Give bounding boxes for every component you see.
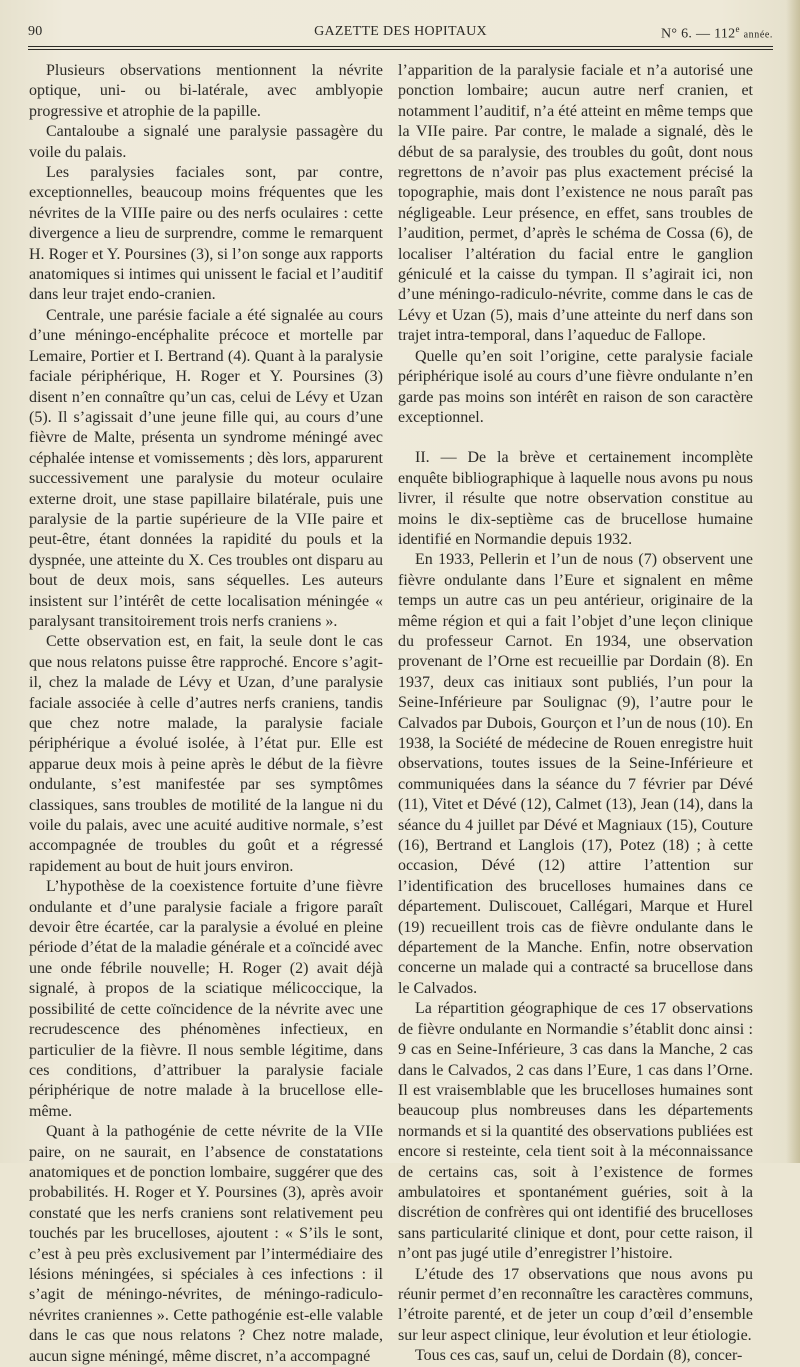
left-column xyxy=(29,61,383,1367)
paragraph: Les paralysies faciales sont, par contre, exceptionnelles, beaucoup moins fréquentes que les névrites de la VIIIe paire ou des nerfs oculaires : cette divergence a lieu de surprendre, comme le remarquent H. Roger et Y. Poursines (3), si l’on songe aux rapports anatomiques si intimes qui unissent le facial et l’auditif dans leur trajet endo-cranien. xyxy=(29,164,383,304)
paragraph: Centrale, une parésie faciale a été signalée au cours d’une méningo-encéphalite précoce et mortelle par Lemaire, Portier et I. Bertrand (4). Quant à la paralysie faciale périphérique, H. Roger et Y. Poursines (3) disent n’en connaître qu’un cas, celui de Lévy et Uzan (5). Il s’agissait d’une jeune fille qui, au cours d’une fièvre de Malte, présenta un syndrome méningé avec céphalée intense et vomissements ; dès lors, apparurent successivement une paralysie du moteur oculaire externe droit, une stase papillaire bilatérale, puis une paralysie de la partie supérieure de la VIIe paire et peut-être, étant données la rapidité du pouls et la dyspnée, une atteinte du X. Ces troubles ont disparu au bout de deux mois, sans séquelles. Les auteurs insistent sur l’intérêt de cette localisation méningée « paralysant transitoirement trois nerfs craniens ». xyxy=(29,306,383,630)
right-column xyxy=(398,61,753,1367)
paragraph: L’hypothèse de la coexistence fortuite d’une fièvre ondulante et d’une paralysie faciale a frigore paraît devoir être écartée, car la paralysie a évolué en pleine période d’état de la maladie générale et a coïncidé avec une onde fébrile nouvelle; H. Roger (2) avait déjà signalé, à propos de la sciatique mélicoccique, la possibilité de cette coïncidence de la névrite avec une recrudescence des phénomènes infectieux, en particulier de la fièvre. Il nous semble légitime, dans ces conditions, d’attribuer la paralysie faciale périphérique de notre malade à la brucellose elle-même. xyxy=(29,878,384,1120)
section-paragraph: II. — De la brève et certainement incomplète enquête bibliographique à laquelle nous avons pu nous livrer, il résulte que notre observation constitue au moins le dix-septième cas de brucellose humaine identifié en Normandie depuis 1932. xyxy=(398,449,753,548)
paragraph: En 1933, Pellerin et l’un de nous (7) observent une fièvre ondulante dans l’Eure et signalent en même temps un autre cas un peu antérieur, originaire de la même région et qui a fait l’objet d’une leçon clinique du professeur Carnot. En 1934, une observation provenant de l’Orne est recueillie par Dordain (8). En 1937, deux cas initiaux sont publiés, l’un pour la Seine-Inférieure par Soulignac (9), l’autre pour le Calvados par Dubois, Gourçon et l’un de nous (10). En 1938, la Société de médecine de Rouen enregistre huit observations, toutes issues de la Seine-Inférieure et communiquées dans la séance du 7 février par Dévé (11), Vitet et Dévé (12), Calmet (13), Jean (14), dans la séance du 4 juillet par Dévé et Magniaux (15), Couture (16), Bertrand et Langlois (17), Potez (18) ; à cette occasion, Dévé (12) attire l’attention sur l’identification des brucelloses humaines dans ce département. Duliscouet, Callégari, Marque et Hurel (19) recueillent trois cas de fièvre ondulante dans le département de la Manche. Enfin, notre observation concerne un malade qui a contracté sa brucellose dans le Calvados. xyxy=(398,551,753,997)
issue-superscript: e xyxy=(735,24,740,34)
paragraph: L’étude des 17 observations que nous avons pu réunir permet d’en reconnaître les caractères communs, l’étroite parenté, et de jeter un coup d’œil d’ensemble sur leur aspect clinique, leur évolution et leur étiologie. xyxy=(398,1265,753,1344)
paragraph: Quant à la pathogénie de cette névrite de la VIIe paire, on ne saurait, en l’absence de constatations anatomiques et de ponction lombaire, suggérer que des probabilités. H. Roger et Y. Poursines (3), après avoir constaté que les nerfs craniens sont relativement peu touchés par les brucelloses, ajoutent : « S’ils le sont, c’est à peu près exclusivement par l’intermédiaire des lésions méningées, si spéciales à ces infections : il s’agit de méningo-névrites, de méningo-radiculo-névrites craniennes ». Cette pathogénie est-elle valable dans le cas que nous relatons ? Chez notre malade, aucun signe méningé, même discret, n’a accompagné xyxy=(29,1123,383,1365)
journal-title: GAZETTE DES HOPITAUX xyxy=(314,24,487,39)
page-edge-shadow xyxy=(786,0,800,1163)
issue-number: N° 6. — 112 xyxy=(660,26,736,42)
paragraph: Cantaloube a signalé une paralysie passagère du voile du palais. xyxy=(29,123,383,161)
paragraph: l’apparition de la paralysie faciale et n’a autorisé une ponction lombaire; aucun autre nerf cranien, et notamment l’auditif, n’a été atteint en même temps que la VIIe paire. Par contre, le malade a signalé, dès le début de sa paralysie, des troubles du goût, dont nous regrettons de n’avoir pas plus exactement précisé la topographie, mais dont l’existence ne nous paraît pas négligeable. Leur présence, en effet, sans troubles de l’audition, permet, d’après le schéma de Cossa (6), de localiser l’altération du facial entre le ganglion géniculé et la caisse du tympan. Il s’agirait ici, non d’une méningo-radiculo-névrite, comme dans le cas de Lévy et Uzan (5), mais d’une atteinte du nerf dans son trajet intra-temporal, dans l’aqueduc de Fallope. xyxy=(398,62,753,345)
paragraph: Tous ces cas, sauf un, celui de Dordain (8), concer- xyxy=(415,1347,743,1365)
header-rule-top xyxy=(28,46,773,47)
paragraph: Plusieurs observations mentionnent la névrite optique, uni- ou bi-latérale, avec amblyopie progressive et atrophie de la papille. xyxy=(29,62,383,120)
paragraph: Quelle qu’en soit l’origine, cette paralysie faciale périphérique isolé au cours d’une fièvre ondulante n’en garde pas moins son intérêt en raison de son caractère exceptionnel. xyxy=(398,347,753,426)
issue-year-word: année. xyxy=(743,29,773,41)
paragraph: Cette observation est, en fait, la seule dont le cas que nous relatons puisse être rapproché. Encore s’agit-il, chez la malade de Lévy et Uzan, d’une paralysie faciale associée à celle d’autres nerfs craniens, tandis que chez notre malade, la paralysie faciale périphérique a évolué isolée, à l’état pur. Elle est apparue deux mois à peine après le début de la fièvre ondulante, s’est manifestée par ses symptômes classiques, sans troubles de motilité de la langue ni du voile du palais, avec une acuité auditive normale, s’est accompagnée de troubles du goût et a régressé rapidement au bout de huit jours environ. xyxy=(29,633,383,875)
paragraph: La répartition géographique de ces 17 observations de fièvre ondulante en Normandie s’établit donc ainsi : 9 cas en Seine-Inférieure, 3 cas dans la Manche, 2 cas dans le Calvados, 2 cas dans l’Eure, 1 cas dans l’Orne. Il est vraisemblable que les brucelloses humaines sont beaucoup plus nombreuses dans les départements normands et si la quantité des observations publiées est encore si resteinte, cela tient soit à la méconnaissance de certains cas, soit à l’existence de formes ambulatoires et spontanément guéries, soit à la discrétion de confrères qui ont identifié des brucelloses sans particularité clinique et dont, pour cette raison, il n’ont pas jugé utile d’enregistrer l’histoire. xyxy=(398,1000,753,1263)
issue-label xyxy=(661,24,773,43)
page-number: 90 xyxy=(28,24,43,39)
running-header xyxy=(28,24,773,46)
header-rule-bottom xyxy=(28,49,773,50)
